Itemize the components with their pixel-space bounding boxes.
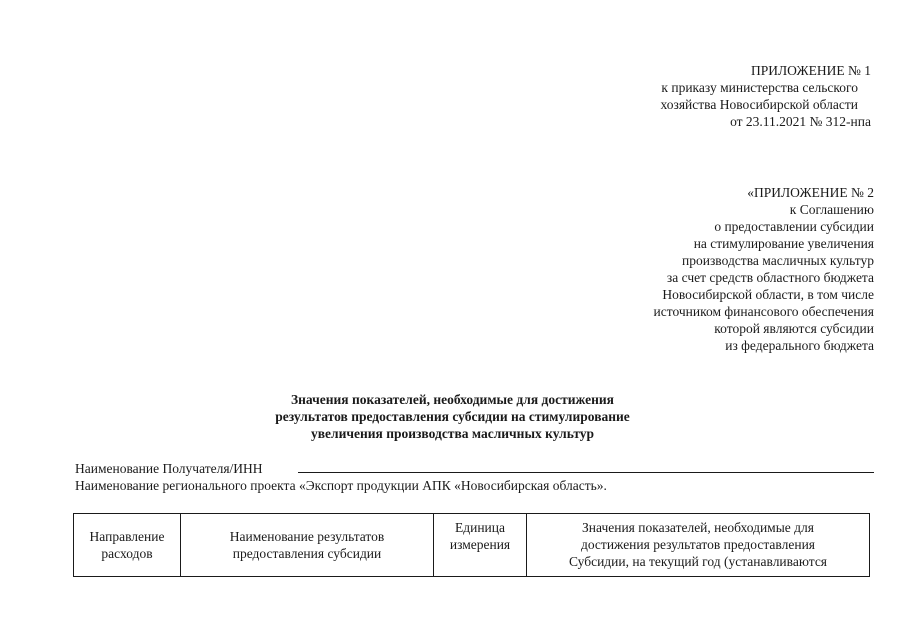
appendix-2-title: «ПРИЛОЖЕНИЕ № 2 — [747, 185, 874, 200]
appendix-2-line: которой являются субсидии — [714, 321, 874, 336]
appendix-2-line: Новосибирской области, в том числе — [662, 287, 874, 302]
appendix-2-line: из федерального бюджета — [725, 338, 874, 353]
document-title — [0, 391, 905, 442]
regional-project-line: Наименование регионального проекта «Экспорт продукции АПК «Новосибирская область». — [75, 478, 607, 493]
header-indicator-values: Значения показателей, необходимые для достижения результатов предоставления Субсидии, на текущий год (устанавливаются — [527, 514, 870, 577]
recipient-label: Наименование Получателя/ИНН — [75, 461, 263, 476]
table-header-row — [74, 514, 870, 577]
recipient-blank-line — [298, 472, 874, 473]
header-result-name: Наименование результатов предоставления субсидии — [181, 514, 434, 577]
appendix-2-line: источником финансового обеспечения — [653, 304, 874, 319]
appendix-2-header — [654, 184, 874, 354]
appendix-1-order-date: от 23.11.2021 № 312-нпа — [730, 114, 871, 129]
appendix-2-line: на стимулирование увеличения — [693, 236, 874, 251]
appendix-2-line: за счет средств областного бюджета — [666, 270, 874, 285]
appendix-2-line: о предоставлении субсидии — [714, 219, 874, 234]
appendix-2-line: к Соглашению — [789, 202, 874, 217]
appendix-2-line: производства масличных культур — [682, 253, 874, 268]
indicators-table — [73, 513, 870, 577]
appendix-1-title: ПРИЛОЖЕНИЕ № 1 — [750, 63, 871, 78]
appendix-1-line: к приказу министерства сельского — [661, 80, 858, 95]
document-title-line: увеличения производства масличных культур — [310, 426, 595, 441]
header-expense-direction: Направление расходов — [74, 514, 181, 577]
appendix-1-header — [661, 62, 874, 130]
document-title-line: Значения показателей, необходимые для достижения — [291, 392, 614, 407]
appendix-1-line: хозяйства Новосибирской области — [660, 97, 858, 112]
document-title-line: результатов предоставления субсидии на стимулирование — [275, 409, 630, 424]
header-unit: Единица измерения — [434, 514, 527, 577]
